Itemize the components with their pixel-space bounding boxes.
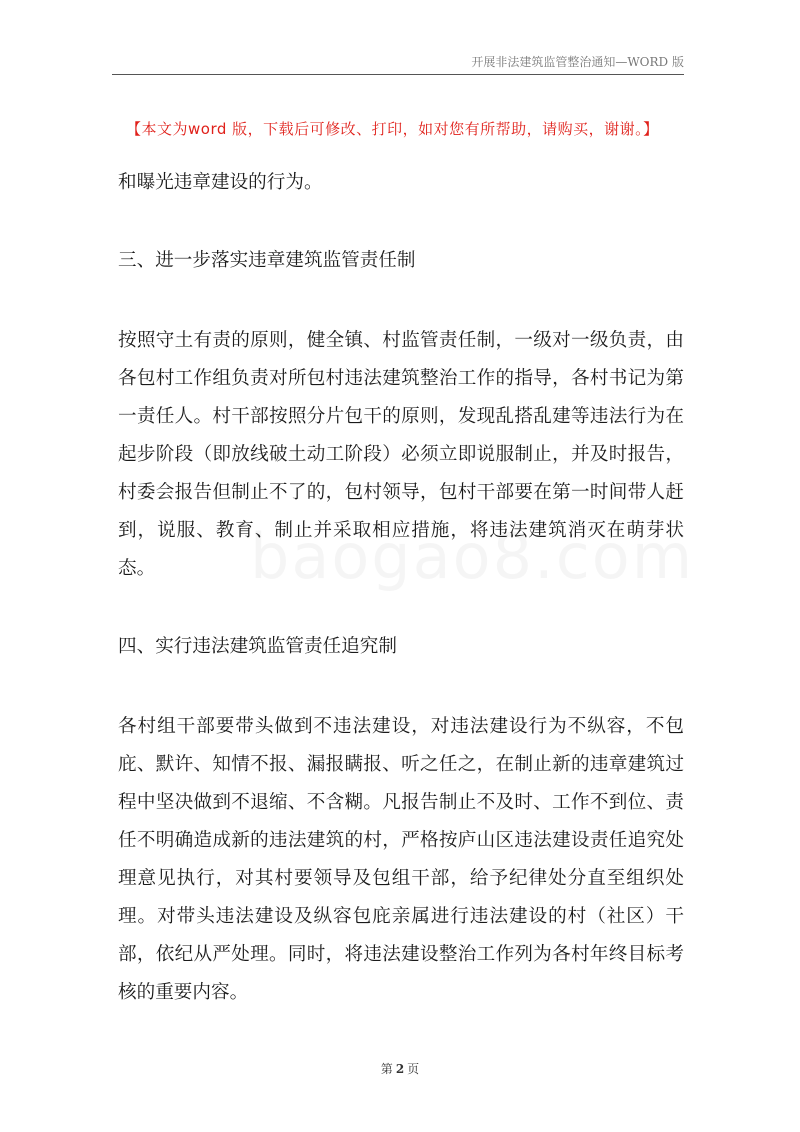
- footer-prefix: 第: [380, 1062, 393, 1076]
- section-3-heading: 三、进一步落实违章建筑监管责任制: [118, 250, 416, 271]
- header-rule: [112, 74, 684, 75]
- section-3-paragraph: 按照守土有责的原则，健全镇、村监管责任制，一级对一级负责，由各包村工作组负责对所包村违法建筑整治工作的指导，各村书记为第一责任人。村干部按照分片包干的原则，发现乱搭乱建等违法行为在起步阶段（即放线破土动工阶段）必须立即说服制止，并及时报告，村委会报告但制止不了的，包村领导，包村干部要在第一时间带人赶到，说服、教育、制止并采取相应措施，将违法建筑消灭在萌芽状态。: [118, 330, 684, 579]
- download-notice: 【本文为word 版，下载后可修改、打印，如对您有所帮助，请购买，谢谢。】: [126, 120, 659, 138]
- footer-suffix: 页: [407, 1062, 420, 1076]
- page-header: 开展非法建筑监管整治通知—WORD 版: [471, 55, 684, 69]
- page-footer: [0, 1060, 800, 1077]
- section-4-paragraph: 各村组干部要带头做到不违法建设，对违法建设行为不纵容，不包庇、默许、知情不报、漏报瞒报、听之任之，在制止新的违章建筑过程中坚决做到不退缩、不含糊。凡报告制止不及时、工作不到位、责任不明确造成新的违法建筑的村，严格按庐山区违法建设责任追究处理意见执行，对其村要领导及包组干部，给予纪律处分直至组织处理。对带头违法建设及纵容包庇亲属进行违法建设的村（社区）干部，依纪从严处理。同时，将违法建设整治工作列为各村年终目标考核的重要内容。: [118, 716, 684, 1003]
- section-4-heading: 四、实行违法建筑监管责任追究制: [118, 636, 397, 657]
- intro-line: 和曝光违章建设的行为。: [118, 172, 323, 193]
- document-body: [118, 164, 684, 1012]
- page-number: 2: [395, 1062, 405, 1076]
